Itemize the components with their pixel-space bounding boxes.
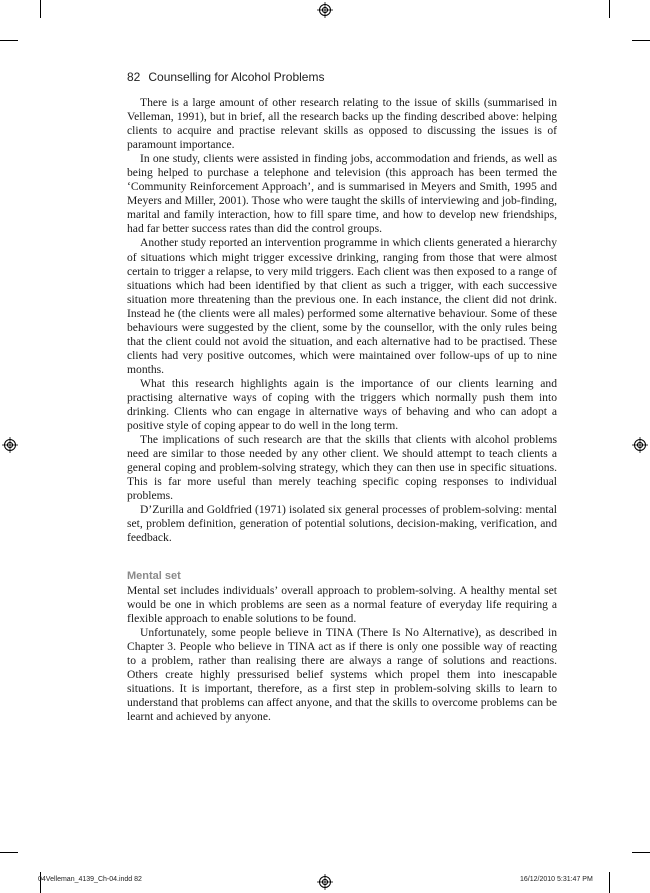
paragraph: Another study reported an intervention programme in which clients generated a hierarchy of situations which might trigger excessive drinking, ranging from those that were almost certain to trigger a relapse, to very mild triggers. Each client was then exposed to a range of situations which had been identified by that client as such a trigger, with each successive situation more threatening than the previous one. In each instance, the client did not drink. Instead he (the clients were all males) performed some alternative behaviour. Some of these behaviours were suggested by the client, some by the counsellor, with the only rules being that the client could not avoid the situation, and each alternative had to be practised. These clients had very positive outcomes, which were maintained over follow-ups of up to nine months. [127, 236, 557, 376]
crop-mark-bottom-right [609, 872, 610, 893]
paragraph: D’Zurilla and Goldfried (1971) isolated six general processes of problem-solving: mental set, problem definition, generation of potential solutions, decision-making, verification, and feedback. [127, 503, 557, 545]
slug-datetime: 16/12/2010 5:31:47 PM [520, 876, 593, 883]
paragraph: What this research highlights again is the importance of our clients learning and practising alternative ways of coping with the triggers which normally push them into drinking. Clients who can engage in alternative ways of behaving and who can adopt a positive style of coping appear to do well in the long term. [127, 376, 557, 433]
registration-mark-icon [317, 874, 333, 890]
registration-mark-icon [2, 437, 18, 453]
body-text [127, 96, 557, 724]
registration-mark-icon [632, 437, 648, 453]
slug-file: 04Velleman_4139_Ch-04.indd 82 [38, 876, 142, 883]
paragraph: There is a large amount of other research relating to the issue of skills (summarised in Velleman, 1991), but in brief, all the research backs up the finding described above: helping clients to acquire and practise relevant skills as opposed to discussing the issues is of paramount importance. [127, 96, 557, 152]
section-heading: Mental set [127, 569, 181, 582]
running-head [127, 70, 557, 84]
registration-mark-icon [317, 2, 333, 18]
crop-mark-bottom-left-h [0, 852, 18, 853]
paragraph: Mental set includes individuals’ overall approach to problem-solving. A healthy mental set would be one in which problems are seen as a normal feature of everyday life requiring a flexible approach to enable solutions to be found. [127, 583, 557, 625]
crop-mark-top-left-h [0, 40, 18, 41]
crop-mark-top-right-h [632, 40, 650, 41]
paragraph: The implications of such research are that the skills that clients with alcohol problems need are similar to those needed by any other client. We should attempt to teach clients a general coping and problem-solving strategy, which they can then use in specific situations. This is far more useful than merely teaching specific coping responses to individual problems. [127, 433, 557, 503]
paragraph: Unfortunately, some people believe in TINA (There Is No Alternative), as described in Chapter 3. People who believe in TINA act as if there is only one possible way of reacting to a problem, rather than realising there are always a range of solutions and reactions. Others create highly pressurised belief systems which propel them into inescapable situations. It is important, therefore, as a first step in problem-solving skills to learn to understand that problems can affect anyone, and that the skills to overcome problems can be learnt and achieved by anyone. [127, 625, 557, 723]
paragraph: In one study, clients were assisted in finding jobs, accommodation and friends, as well as being helped to purchase a telephone and television (this approach has been termed the ‘Community Reinforcement Approach’, and is summarised in Meyers and Smith, 1995 and Meyers and Miller, 2001). Those who were taught the skills of interviewing and job-finding, marital and family interaction, how to fill spare time, and how to develop new friendships, had far better success rates than did the control groups. [127, 152, 557, 236]
crop-mark-bottom-right-h [632, 852, 650, 853]
running-title: Counselling for Alcohol Problems [148, 70, 325, 84]
crop-mark-top-right [609, 0, 610, 18]
crop-mark-top-left [40, 0, 41, 18]
page-number: 82 [127, 70, 141, 84]
